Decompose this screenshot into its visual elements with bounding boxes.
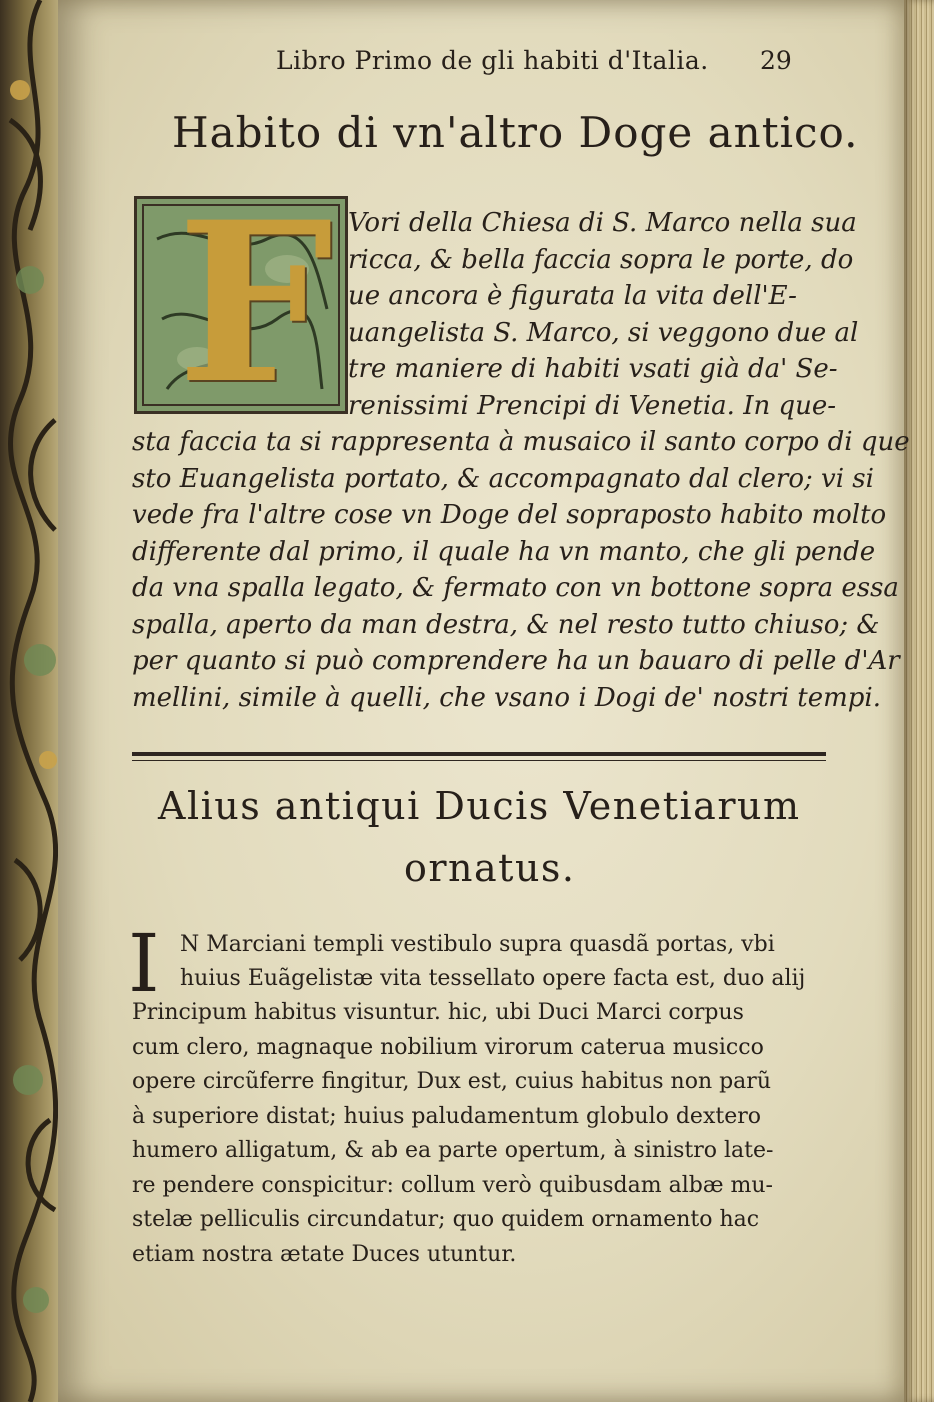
italian-line-2: ricca, & bella faccia sopra le porte, do: [348, 245, 854, 275]
page-number: 29: [760, 46, 792, 75]
latin-line-10: etiam nostra ætate Duces utuntur.: [132, 1242, 517, 1267]
italian-line-6: renissimi Prencipi di Venetia. In que-: [348, 391, 837, 421]
latin-title-line-1: Alius antiqui Ducis Venetiarum: [158, 784, 801, 828]
italian-line-5: tre maniere di habiti vsati già da' Se-: [348, 354, 838, 384]
latin-line-7: humero alligatum, & ab ea parte opertum, à sinistro late-: [132, 1138, 774, 1163]
italian-line-1: Vori della Chiesa di S. Marco nella sua: [348, 208, 857, 238]
italian-line-8: sto Euangelista portato, & accompagnato dal clero; vi si: [132, 464, 874, 494]
italian-line-9: vede fra l'altre cose vn Doge del sopraposto habito molto: [132, 500, 887, 530]
latin-line-1: N Marciani templi vestibulo supra quasdã portas, vbi: [180, 932, 775, 957]
latin-initial-letter: I: [128, 917, 160, 1010]
italian-line-3: ue ancora è figurata la vita dell'E-: [348, 281, 797, 311]
section-divider-thin: [132, 760, 826, 761]
section-divider: [132, 752, 826, 756]
decorated-initial: [134, 196, 348, 414]
latin-line-3: Principum habitus visuntur. hic, ubi Duci Marci corpus: [132, 1000, 744, 1025]
latin-title-line-2: ornatus.: [404, 846, 576, 890]
italian-line-4: uangelista S. Marco, si veggono due al: [348, 318, 859, 348]
latin-line-4: cum clero, magnaque nobilium virorum caterua musicco: [132, 1035, 764, 1060]
page-edges: [904, 0, 934, 1402]
italian-title: Habito di vn'altro Doge antico.: [172, 108, 859, 157]
italian-line-14: mellini, simile à quelli, che vsano i Dogi de' nostri tempi.: [132, 683, 881, 713]
latin-line-8: re pendere conspicitur: collum verò quibusdam albæ mu-: [132, 1173, 773, 1198]
italian-line-11: da vna spalla legato, & fermato con vn bottone sopra essa: [132, 573, 899, 603]
latin-line-6: à superiore distat; huius paludamentum globulo dextero: [132, 1104, 761, 1129]
latin-line-9: stelæ pelliculis circundatur; quo quidem ornamento hac: [132, 1207, 760, 1232]
italian-line-12: spalla, aperto da man destra, & nel resto tutto chiuso; &: [132, 610, 880, 640]
latin-line-2: huius Euãgelistæ vita tessellato opere facta est, duo alij: [180, 966, 806, 991]
italian-line-13: per quanto si può comprendere ha un bauaro di pelle d'Ar: [132, 646, 900, 676]
running-head: Libro Primo de gli habiti d'Italia.: [276, 46, 709, 75]
latin-line-5: opere circũferre fingitur, Dux est, cuius habitus non parũ: [132, 1069, 771, 1094]
italian-line-7: sta faccia ta si rappresenta à musaico il santo corpo di que: [132, 427, 910, 457]
italian-line-10: differente dal primo, il quale ha vn manto, che gli pende: [132, 537, 876, 567]
initial-letter-F: F: [177, 196, 334, 414]
